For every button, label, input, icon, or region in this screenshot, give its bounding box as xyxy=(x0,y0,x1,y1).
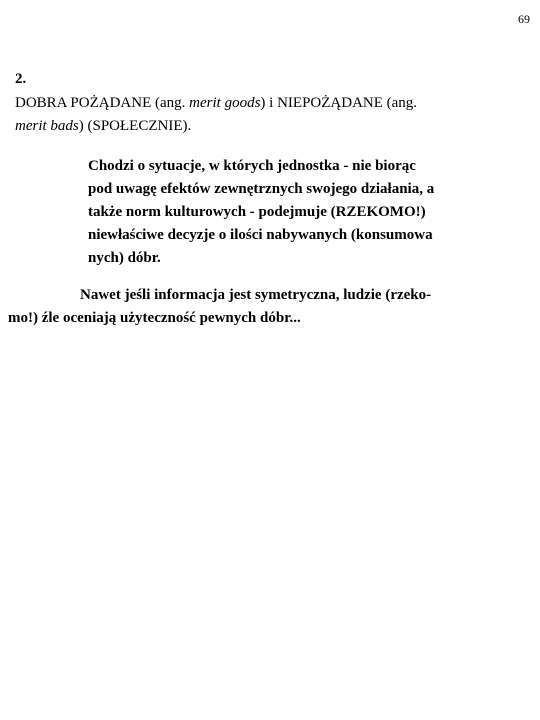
paragraph-line: Nawet jeśli informacja jest symetryczna, ludzie (rzeko- xyxy=(80,287,432,303)
heading-text: DOBRA POŻĄDANE (ang. xyxy=(15,95,190,111)
heading-term-merit-bads: merit bads xyxy=(15,118,79,134)
heading-text: ) (SPOŁECZNIE). xyxy=(78,118,192,134)
paragraph-line: mo!) źle oceniają użyteczność pewnych dóbr... xyxy=(8,310,301,326)
paragraph-line: niewłaściwe decyzje o ilości nabywanych (konsumowa xyxy=(88,227,433,243)
heading-text: ) i NIEPOŻĄDANE (ang. xyxy=(260,95,418,111)
section-heading xyxy=(15,92,530,138)
paragraph-symmetric-info xyxy=(8,284,518,330)
paragraph-line: pod uwagę efektów zewnętrznych swojego działania, a xyxy=(88,181,435,197)
heading-line-2 xyxy=(15,115,530,138)
page-number: 69 xyxy=(518,12,530,26)
heading-term-merit-goods: merit goods xyxy=(189,95,261,111)
paragraph-line: nych) dóbr. xyxy=(88,250,161,266)
paragraph-situations xyxy=(88,155,518,270)
paragraph-line: także norm kulturowych - podejmuje (RZEKOMO!) xyxy=(88,204,426,220)
heading-line-1 xyxy=(15,92,530,115)
paragraph-line: Chodzi o sytuacje, w których jednostka - nie biorąc xyxy=(88,158,416,174)
section-number: 2. xyxy=(15,71,27,87)
